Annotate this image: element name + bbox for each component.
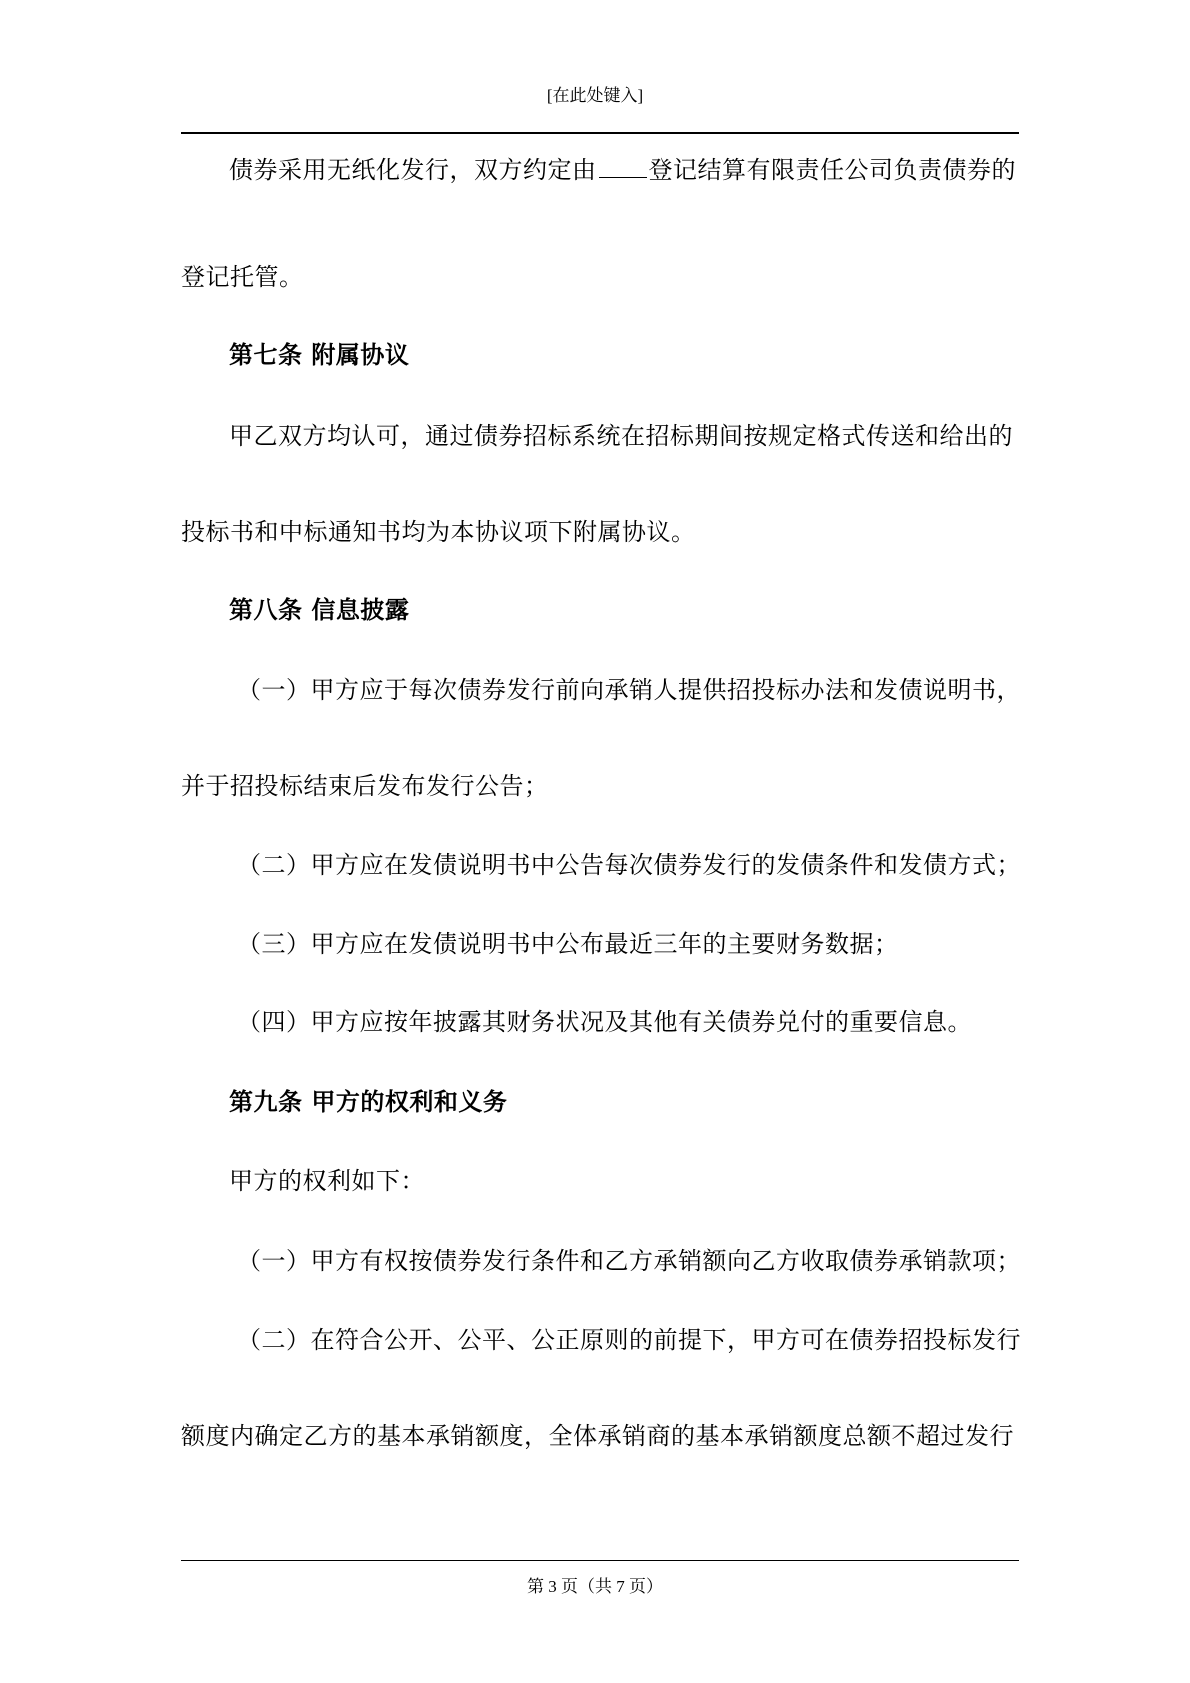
- page-footer: 第 3 页（共 7 页）: [527, 1577, 663, 1596]
- list-item: （二）在符合公开、公平、公正原则的前提下，甲方可在债券招投标发行: [237, 1326, 1021, 1354]
- footer-rule: [181, 1560, 1019, 1561]
- article-9-heading: 第九条 甲方的权利和义务: [229, 1088, 508, 1116]
- article-8-heading: 第八条 信息披露: [229, 596, 410, 624]
- list-item: （二）甲方应在发债说明书中公告每次债券发行的发债条件和发债方式；: [237, 851, 1021, 879]
- list-item: （三）甲方应在发债说明书中公布最近三年的主要财务数据；: [237, 930, 899, 958]
- list-item: （一）甲方有权按债券发行条件和乙方承销额向乙方收取债券承销款项；: [237, 1247, 1021, 1275]
- paragraph-line: 甲乙双方均认可，通过债券招标系统在招标期间按规定格式传送和给出的: [229, 422, 1013, 450]
- paragraph-line: 甲方的权利如下：: [229, 1167, 425, 1195]
- blank-field: [599, 157, 647, 178]
- paragraph-line: 登记托管。: [181, 263, 304, 291]
- paragraph-line: [229, 154, 1016, 186]
- paragraph-text: 登记结算有限责任公司负责债券的: [648, 156, 1016, 184]
- list-item: （四）甲方应按年披露其财务状况及其他有关债券兑付的重要信息。: [237, 1008, 972, 1036]
- document-body: [181, 0, 1019, 1540]
- page-header: [在此处键入]: [546, 86, 644, 105]
- paragraph-line: 额度内确定乙方的基本承销额度，全体承销商的基本承销额度总额不超过发行: [181, 1422, 1014, 1450]
- paragraph-text: 债券采用无纸化发行，双方约定由: [229, 156, 597, 184]
- paragraph-line: 并于招投标结束后发布发行公告；: [181, 772, 549, 800]
- article-7-heading: 第七条 附属协议: [229, 341, 410, 369]
- list-item: （一）甲方应于每次债券发行前向承销人提供招投标办法和发债说明书，: [237, 676, 1021, 704]
- paragraph-line: 投标书和中标通知书均为本协议项下附属协议。: [181, 518, 696, 546]
